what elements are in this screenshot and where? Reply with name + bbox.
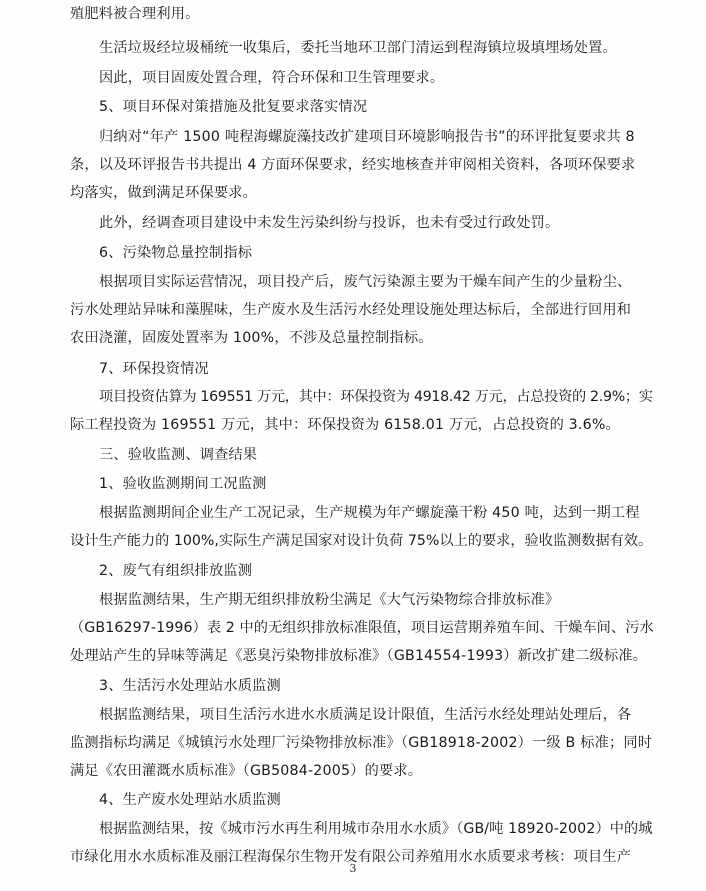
text-line: 生活垃圾经垃圾桶统一收集后，委托当地环卫部门清运到程海镇垃圾填埋场处置。 <box>99 40 617 56</box>
section-heading: 1、验收监测期间工况监测 <box>99 476 267 492</box>
text-line: 项目投资估算为 169551 万元，其中：环保投资为 4918.42 万元，占总投资的 2.9%；实 <box>99 389 653 405</box>
section-heading: 3、生活污水处理站水质监测 <box>99 678 281 694</box>
text-line: 市绿化用水水质标准及丽江程海保尔生物开发有限公司养殖用水水质要求考核：项目生产 <box>70 849 632 865</box>
section-heading: 5、项目环保对策措施及批复要求落实情况 <box>99 99 368 115</box>
section-heading: 6、污染物总量控制指标 <box>99 245 253 261</box>
section-heading: 4、生产废水处理站水质监测 <box>99 792 281 808</box>
text-line: 根据监测期间企业生产工况记录，生产规模为年产螺旋藻干粉 450 吨，达到一期工程 <box>99 505 640 521</box>
section-heading: 7、环保投资情况 <box>99 361 209 377</box>
text-line: 设计生产能力的 100%,实际生产满足国家对设计负荷 75%以上的要求，验收监测数据有效。 <box>70 533 653 549</box>
page-number: 3 <box>349 862 357 875</box>
text-line: 条，以及环评报告书共提出 4 方面环保要求，经实地核查并审阅相关资料，各项环保要求 <box>70 157 636 173</box>
text-line: 根据监测结果，生产期无组织排放粉尘满足《大气污染物综合排放标准》 <box>99 592 560 608</box>
text-line: 满足《农田灌溉水质标准》（GB5084-2005）的要求。 <box>70 763 423 779</box>
text-line: 污水处理站异味和藻腥味，生产废水及生活污水经处理设施处理达标后，全部进行回用和 <box>70 302 632 318</box>
text-line: （GB16297-1996）表 2 中的无组织排放标准限值，项目运营期养殖车间、干燥车间、污水 <box>70 620 654 636</box>
text-line: 均落实，做到满足环保要求。 <box>70 185 258 201</box>
text-line: 归纳对“年产 1500 吨程海螺旋藻技改扩建项目环境影响报告书”的环评批复要求共 8 <box>99 129 635 145</box>
section-heading: 2、废气有组织排放监测 <box>99 563 253 579</box>
text-line: 监测指标均满足《城镇污水处理厂污染物排放标准》（GB18918-2002）一级 B 标准；同时 <box>70 735 653 751</box>
text-line: 殖肥料被合理利用。 <box>70 6 200 22</box>
text-line: 根据监测结果，项目生活污水进水水质满足设计限值，生活污水经处理站处理后，各 <box>99 707 632 723</box>
text-line: 际工程投资为 169551 万元，其中：环保投资为 6158.01 万元，占总投资的 3.6%。 <box>70 417 620 433</box>
text-line: 处理站产生的异味等满足《恶臭污染物排放标准》（GB14554-1993）新改扩建二级标准。 <box>70 648 648 664</box>
text-line: 因此，项目固废处置合理，符合环保和卫生管理要求。 <box>99 70 445 86</box>
section-heading: 三、验收监测、调查结果 <box>99 447 258 463</box>
text-line: 根据项目实际运营情况，项目投产后，废气污染源主要为干燥车间产生的少量粉尘、 <box>99 274 632 290</box>
text-line: 根据监测结果，按《城市污水再生利用城市杂用水水质》（GB/吨 18920-2002）中的城 <box>99 821 653 837</box>
text-line: 农田浇灌，固废处置率为 100%，不涉及总量控制指标。 <box>70 330 433 346</box>
text-line: 此外，经调查项目建设中未发生污染纠纷与投诉，也未有受过行政处罚。 <box>99 215 560 231</box>
